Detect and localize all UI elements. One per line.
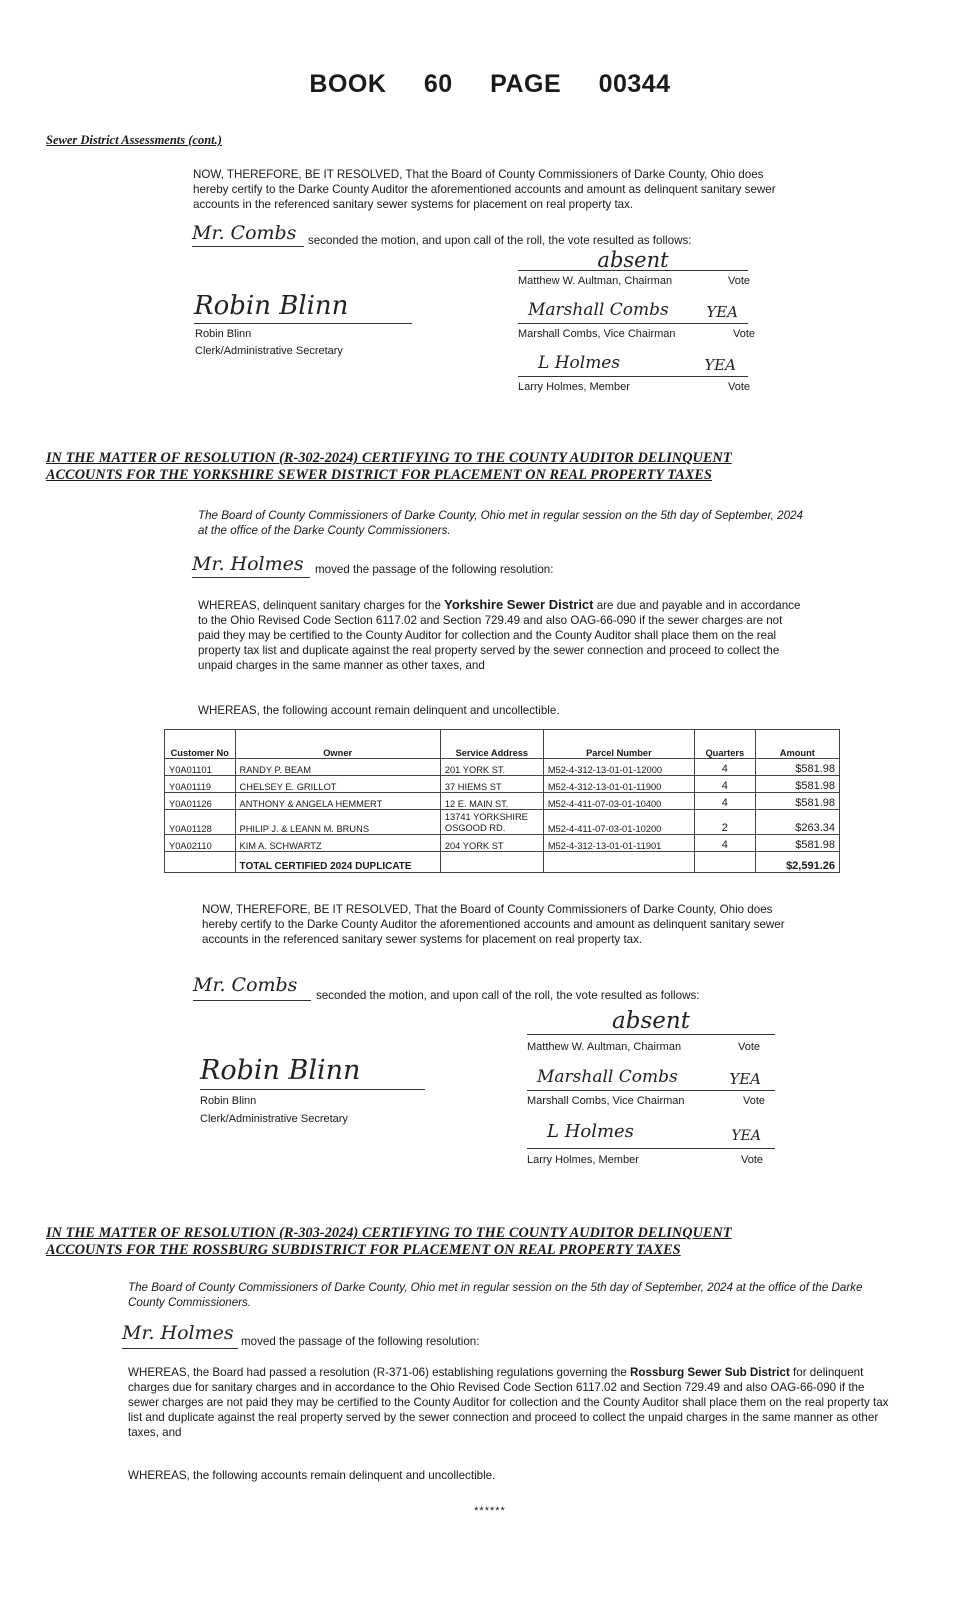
table-row: Y0A01128 PHILIP J. & LEANN M. BRUNS 13741 YORKSHIRE OSGOOD RD. M52-4-411-07-03-01-10200 2 $263.34 (165, 810, 840, 835)
clerk-name: Robin Blinn (195, 328, 252, 340)
seconded-text: seconded the motion, and upon call of the roll, the vote resulted as follows: (316, 989, 700, 1002)
vote-mark-combs: Marshall Combs YEA (518, 298, 748, 324)
voter-name-aultman: Matthew W. Aultman, Chairman (527, 1041, 682, 1053)
seconded-text: seconded the motion, and upon call of the roll, the vote resulted as follows: (308, 234, 692, 247)
column-header: Owner (235, 730, 440, 759)
vote-mark-holmes: L Holmes YEA (518, 352, 748, 377)
vote-signature-holmes: L Holmes (538, 353, 621, 373)
vote-mark-holmes: L Holmes YEA (527, 1118, 775, 1149)
seconder-signature: Mr. Combs (192, 222, 304, 247)
mover-signature: Mr. Holmes (192, 553, 310, 578)
voter-name-combs: Marshall Combs, Vice Chairman (527, 1095, 685, 1107)
matter-title-r303: IN THE MATTER OF RESOLUTION (R-303-2024) CERTIFYING TO THE COUNTY AUDITOR DELINQUENT ACCOUNTS FOR THE ROSSBURG SUBDISTRICT FOR PLACEMENT ON REAL PROPERTY TAXES (46, 1225, 732, 1258)
whereas-delinquent: WHEREAS, the following account remain delinquent and uncollectible. (198, 704, 560, 717)
seconder-signature: Mr. Combs (193, 974, 311, 1001)
moved-text: moved the passage of the following resolution: (241, 1335, 480, 1348)
delinquent-accounts-table (164, 729, 840, 873)
vote-label: Vote (743, 1095, 766, 1107)
clerk-title: Clerk/Administrative Secretary (200, 1113, 348, 1125)
book-number: BOOK 60 (309, 70, 453, 98)
column-header: Quarters (695, 730, 756, 759)
column-header: Amount (755, 730, 839, 759)
table-row: Y0A01101 RANDY P. BEAM 201 YORK ST. M52-4-312-13-01-01-12000 4 $581.98 (165, 759, 840, 776)
table-row: Y0A01126 ANTHONY & ANGELA HEMMERT 12 E. MAIN ST. M52-4-411-07-03-01-10400 4 $581.98 (165, 793, 840, 810)
column-header: Parcel Number (543, 730, 694, 759)
matter-title-r302: IN THE MATTER OF RESOLUTION (R-302-2024) CERTIFYING TO THE COUNTY AUDITOR DELINQUENT ACCOUNTS FOR THE YORKSHIRE SEWER DISTRICT FOR PLACEMENT ON REAL PROPERTY TAXES (46, 450, 732, 483)
vote-mark-combs: Marshall Combs YEA (527, 1064, 775, 1091)
voter-name-holmes: Larry Holmes, Member (518, 381, 630, 393)
voter-name-combs: Marshall Combs, Vice Chairman (518, 328, 676, 340)
moved-text: moved the passage of the following resolution: (315, 563, 554, 576)
table-row: Y0A02110 KIM A. SCHWARTZ 204 YORK ST M52-4-312-13-01-01-11901 4 $581.98 (165, 835, 840, 852)
clerk-signature: Robin Blinn (200, 1055, 425, 1090)
table-header-row (165, 730, 840, 759)
vote-mark-aultman: absent (527, 1008, 775, 1035)
column-header: Customer No (165, 730, 236, 759)
voter-name-holmes: Larry Holmes, Member (527, 1154, 639, 1166)
section-title: Sewer District Assessments (cont.) (46, 133, 222, 147)
meeting-intro: The Board of County Commissioners of Darke County, Ohio met in regular session on the 5th day of September, 2024 at the office of the Darke County Commissioners. (128, 1281, 863, 1309)
book-page-header (0, 70, 980, 99)
vote-label: Vote (728, 381, 751, 393)
whereas-paragraph: WHEREAS, delinquent sanitary charges for the Yorkshire Sewer District are due and payable and in accordance to the Ohio Revised Code Section 6117.02 and Section 729.49 and also OAG-66-090 if the sewer charges are not paid they may be certified to the County Auditor for collection and the County Auditor shall place them on the real property tax list and duplicate against the real property served by the sewer connection and proceed to collect the unpaid charges in the same manner as other taxes, and (198, 597, 801, 672)
vote-label: Vote (738, 1041, 761, 1053)
meeting-intro: The Board of County Commissioners of Darke County, Ohio met in regular session on the 5th day of September, 2024 at the office of the Darke County Commissioners. (198, 509, 803, 537)
clerk-name: Robin Blinn (200, 1095, 257, 1107)
mover-signature: Mr. Holmes (122, 1322, 238, 1349)
vote-label: Vote (741, 1154, 764, 1166)
vote-label: Vote (728, 275, 751, 287)
vote-signature-holmes: L Holmes (547, 1121, 634, 1142)
resolved-paragraph: NOW, THEREFORE, BE IT RESOLVED, That the Board of County Commissioners of Darke County, Ohio does hereby certify to the Darke County Auditor the aforementioned accounts and amount as delinquent sanitary sewer accounts in the referenced sanitary sewer systems for placement on real property tax. (202, 903, 785, 946)
whereas-delinquent: WHEREAS, the following accounts remain delinquent and uncollectible. (128, 1469, 496, 1482)
vote-mark-aultman: absent (518, 248, 748, 271)
column-header: Service Address (440, 730, 543, 759)
vote-signature-combs: Marshall Combs (528, 300, 669, 320)
vote-signature-combs: Marshall Combs (537, 1067, 678, 1087)
clerk-title: Clerk/Administrative Secretary (195, 345, 343, 357)
table-row: Y0A01119 CHELSEY E. GRILLOT 37 HIEMS ST M52-4-312-13-01-01-11900 4 $581.98 (165, 776, 840, 793)
voter-name-aultman: Matthew W. Aultman, Chairman (518, 275, 673, 287)
clerk-signature: Robin Blinn (194, 291, 412, 324)
page-footer-marker: ****** (474, 1505, 506, 1517)
whereas-paragraph: WHEREAS, the Board had passed a resolution (R-371-06) establishing regulations governing the Rossburg Sewer Sub District for delinquent charges due for sanitary charges and in accordance to the Ohio Revised Code Section 6117.02 and Section 729.49 and also OAG-66-090 if the sewer charges are not paid they may be certified to the County Auditor for collection and the County Auditor shall place them on the real property tax list and duplicate against the real property served by the sewer connection and proceed to collect the unpaid charges in the same manner as other taxes, and (128, 1366, 889, 1439)
table-total-row: TOTAL CERTIFIED 2024 DUPLICATE $2,591.26 (165, 852, 840, 873)
resolved-paragraph: NOW, THEREFORE, BE IT RESOLVED, That the Board of County Commissioners of Darke County, Ohio does hereby certify to the Darke County Auditor the aforementioned accounts and amount as delinquent sanitary sewer accounts in the referenced sanitary sewer systems for placement on real property tax. (193, 168, 776, 211)
vote-label: Vote (733, 328, 756, 340)
page-number: PAGE 00344 (490, 70, 671, 98)
